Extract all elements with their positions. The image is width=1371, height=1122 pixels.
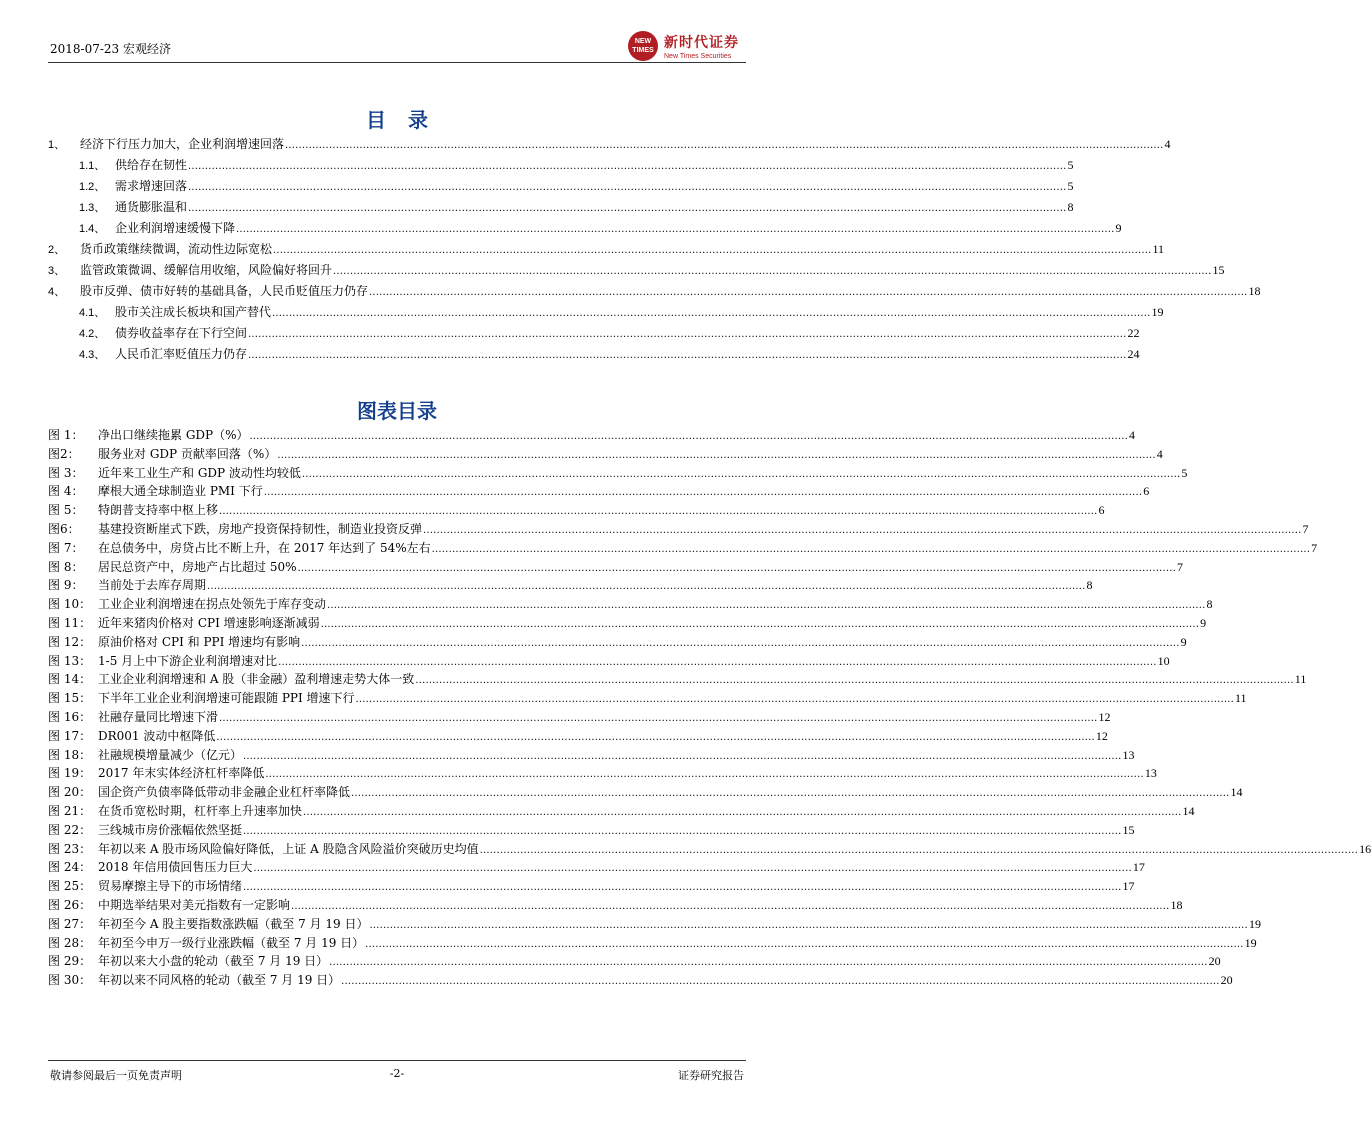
figure-entry-title: 社融存量同比增速下滑 xyxy=(98,709,219,724)
figure-entry[interactable] xyxy=(48,464,1188,483)
figure-entry[interactable] xyxy=(48,764,1157,783)
figure-entry-number: 图 29： xyxy=(48,954,92,969)
figure-entry-title: 净出口继续拖累 GDP（%） xyxy=(98,428,249,442)
figure-entry-number: 图 9： xyxy=(48,578,84,593)
figure-entry-number: 图 13： xyxy=(48,653,92,668)
toc-entry-number: 2、 xyxy=(48,244,66,256)
dot-leader: .................................................................................................................................................................................................................................................................... xyxy=(369,287,1248,298)
figure-entry-page: 10 xyxy=(1157,653,1170,668)
figure-entry-page: 5 xyxy=(1181,465,1188,480)
header-date-topic: 2018-07-23 宏观经济 xyxy=(50,42,172,56)
figure-entry-number: 图 17： xyxy=(48,728,92,743)
dot-leader: .................................................................................................................................................................................................................................................................... xyxy=(365,938,1244,950)
toc-entry[interactable] xyxy=(48,260,1225,281)
figure-entry-number: 图 10： xyxy=(48,597,92,612)
toc-entry-page: 18 xyxy=(1248,284,1261,298)
figure-entry[interactable] xyxy=(48,821,1135,840)
toc-entry-number: 4、 xyxy=(48,286,66,298)
figure-entry-page: 4 xyxy=(1156,446,1163,461)
figure-entry-title: 年初以来大小盘的轮动（截至 7 月 19 日） xyxy=(98,954,329,969)
figure-entry-title: 当前处于去库存周期 xyxy=(98,578,207,593)
toc-entry-title: 股市关注成长板块和国产替代 xyxy=(115,305,272,319)
figure-entry-page: 6 xyxy=(1098,503,1105,518)
figure-entry-number: 图 15： xyxy=(48,691,92,706)
toc-entry[interactable] xyxy=(48,155,1074,176)
toc-entry-page: 8 xyxy=(1067,200,1074,214)
toc-entry[interactable] xyxy=(48,134,1171,155)
figure-entry-number: 图 7： xyxy=(48,540,84,555)
dot-leader: .................................................................................................................................................................................................................................................................... xyxy=(248,350,1127,361)
figure-entry[interactable] xyxy=(48,727,1108,746)
figure-entry-title: 国企资产负债率降低带动非金融企业杠杆率降低 xyxy=(98,785,351,800)
figure-entry-number: 图 27： xyxy=(48,916,92,931)
figure-entry-number: 图 20： xyxy=(48,785,92,800)
toc-entry[interactable] xyxy=(48,344,1140,365)
dot-leader: .................................................................................................................................................................................................................................................................... xyxy=(253,863,1132,875)
figure-entry-page: 16 xyxy=(1359,841,1371,856)
figure-entry-page: 13 xyxy=(1144,766,1157,781)
figure-entry-number: 图 25： xyxy=(48,879,92,894)
dot-leader: .................................................................................................................................................................................................................................................................... xyxy=(188,182,1067,193)
toc-entry[interactable] xyxy=(48,176,1074,197)
figure-entry[interactable] xyxy=(48,558,1183,577)
figure-entry-number: 图 8： xyxy=(48,559,84,574)
figure-entry-title: 居民总资产中，房地产占比超过 50% xyxy=(98,559,297,574)
header-divider xyxy=(48,62,746,63)
figure-entry-number: 图 30： xyxy=(48,973,92,988)
toc-entry[interactable] xyxy=(48,323,1140,344)
dot-leader: .................................................................................................................................................................................................................................................................... xyxy=(278,656,1157,668)
figure-entry-page: 19 xyxy=(1244,935,1257,950)
toc-entry-number: 3、 xyxy=(48,265,66,277)
figure-entry-title: 近年来工业生产和 GDP 波动性均较低 xyxy=(98,465,301,480)
toc-entry[interactable] xyxy=(48,197,1074,218)
toc-entry-title: 股市反弹、债市好转的基础具备，人民币贬值压力仍存 xyxy=(80,284,369,298)
figure-entry-page: 4 xyxy=(1128,428,1135,442)
table-of-contents xyxy=(48,134,1261,365)
dot-leader: .................................................................................................................................................................................................................................................................... xyxy=(236,224,1115,235)
figure-entry[interactable] xyxy=(48,614,1207,633)
toc-entry-title: 需求增速回落 xyxy=(115,179,188,193)
figure-entry[interactable] xyxy=(48,971,1233,990)
dot-leader: .................................................................................................................................................................................................................................................................... xyxy=(248,329,1127,340)
dot-leader: .................................................................................................................................................................................................................................................................... xyxy=(351,788,1230,800)
figure-entry-title: 2017 年末实体经济杠杆率降低 xyxy=(98,766,265,781)
toc-entry[interactable] xyxy=(48,281,1261,302)
figure-entry-page: 12 xyxy=(1098,709,1111,724)
toc-entry-number: 1、 xyxy=(48,139,66,151)
figure-entry-page: 17 xyxy=(1132,860,1145,875)
dot-leader: .................................................................................................................................................................................................................................................................... xyxy=(341,976,1220,988)
dot-leader: .................................................................................................................................................................................................................................................................... xyxy=(431,543,1311,555)
dot-leader: .................................................................................................................................................................................................................................................................... xyxy=(355,694,1234,706)
dot-leader: .................................................................................................................................................................................................................................................................... xyxy=(291,900,1170,912)
dot-leader: .................................................................................................................................................................................................................................................................... xyxy=(369,919,1248,931)
dot-leader: .................................................................................................................................................................................................................................................................... xyxy=(219,506,1098,518)
figure-entry[interactable] xyxy=(48,858,1145,877)
figure-entry-page: 7 xyxy=(1311,540,1318,555)
dot-leader: .................................................................................................................................................................................................................................................................... xyxy=(188,161,1067,172)
figure-entry-number: 图 12： xyxy=(48,634,92,649)
toc-entry-number: 1.3、 xyxy=(79,202,106,214)
toc-entry-number: 4.2、 xyxy=(79,328,106,340)
dot-leader: .................................................................................................................................................................................................................................................................... xyxy=(263,487,1143,499)
figure-entry-number: 图 3： xyxy=(48,465,84,480)
toc-entry-page: 19 xyxy=(1151,305,1164,319)
figure-entry[interactable] xyxy=(48,595,1213,614)
dot-leader: .................................................................................................................................................................................................................................................................... xyxy=(329,957,1208,969)
dot-leader: .................................................................................................................................................................................................................................................................... xyxy=(272,308,1151,319)
figure-entry-title: 中期选举结果对美元指数有一定影响 xyxy=(98,897,291,912)
footer-report-type: 证券研究报告 xyxy=(678,1069,744,1082)
figure-entry-page: 14 xyxy=(1230,785,1243,800)
dot-leader: .................................................................................................................................................................................................................................................................... xyxy=(285,140,1164,151)
figure-entry[interactable] xyxy=(48,952,1221,971)
toc-entry-title: 企业利润增速缓慢下降 xyxy=(115,221,236,235)
toc-entry-number: 4.1、 xyxy=(79,307,106,319)
dot-leader: .................................................................................................................................................................................................................................................................... xyxy=(273,245,1152,256)
figure-entry-page: 6 xyxy=(1143,484,1150,499)
figure-entry[interactable] xyxy=(48,539,1318,558)
figure-entry[interactable] xyxy=(48,783,1243,802)
footer-disclaimer-note: 敬请参阅最后一页免责声明 xyxy=(50,1069,182,1082)
figure-entry[interactable] xyxy=(48,934,1257,953)
company-logo xyxy=(628,31,748,65)
dot-leader: .................................................................................................................................................................................................................................................................... xyxy=(265,769,1144,781)
toc-entry-number: 4.3、 xyxy=(79,349,106,361)
dot-leader: .................................................................................................................................................................................................................................................................... xyxy=(333,266,1212,277)
dot-leader: .................................................................................................................................................................................................................................................................... xyxy=(219,712,1098,724)
figure-entry-number: 图 4： xyxy=(48,484,84,499)
footer-divider xyxy=(48,1060,746,1061)
toc-entry-number: 1.2、 xyxy=(79,181,106,193)
figure-entry-number: 图 16： xyxy=(48,709,92,724)
toc-entry[interactable] xyxy=(48,239,1165,260)
figure-entry-page: 7 xyxy=(1302,521,1309,536)
toc-entry-title: 经济下行压力加大，企业利润增速回落 xyxy=(80,137,285,151)
figure-entry-page: 11 xyxy=(1294,672,1307,687)
figure-entry-title: 1-5 月上中下游企业利润增速对比 xyxy=(98,653,278,668)
figure-entry-page: 14 xyxy=(1182,803,1195,818)
dot-leader: .................................................................................................................................................................................................................................................................... xyxy=(301,468,1181,480)
toc-entry-title: 债券收益率存在下行空间 xyxy=(115,326,248,340)
toc-entry[interactable] xyxy=(48,218,1122,239)
figure-entry-title: 年初至今申万一级行业涨跌幅（截至 7 月 19 日） xyxy=(98,935,365,950)
dot-leader: .................................................................................................................................................................................................................................................................... xyxy=(243,750,1122,762)
dot-leader: .................................................................................................................................................................................................................................................................... xyxy=(301,637,1180,649)
dot-leader: .................................................................................................................................................................................................................................................................... xyxy=(216,731,1095,743)
toc-entry-title: 供给存在韧性 xyxy=(115,158,188,172)
toc-entry-page: 24 xyxy=(1127,347,1140,361)
figure-entry[interactable] xyxy=(48,802,1195,821)
figure-entry-page: 11 xyxy=(1235,691,1247,706)
figure-entry[interactable] xyxy=(48,689,1247,708)
dot-leader: .................................................................................................................................................................................................................................................................... xyxy=(277,449,1156,461)
figure-entry[interactable] xyxy=(48,445,1163,464)
figure-entry-title: 社融规模增量减少（亿元） xyxy=(98,747,243,762)
figure-entry-title: 在货币宽松时期，杠杆率上升速率加快 xyxy=(98,803,303,818)
toc-entry-page: 11 xyxy=(1152,242,1165,256)
figure-entry-title: 年初以来 A 股市场风险偏好降低，上证 A 股隐含风险溢价突破历史均值 xyxy=(98,841,479,856)
dot-leader: .................................................................................................................................................................................................................................................................... xyxy=(423,524,1302,536)
figure-entry-number: 图 28： xyxy=(48,935,92,950)
dot-leader: .................................................................................................................................................................................................................................................................... xyxy=(415,675,1294,687)
figure-entry-title: 在总债务中，房贷占比不断上升，在 2017 年达到了 54%左右 xyxy=(98,540,431,555)
figure-list-title: 图表目录 xyxy=(357,399,437,423)
figure-entry-page: 13 xyxy=(1122,747,1135,762)
figure-entry-title: 2018 年信用债回售压力巨大 xyxy=(98,860,253,875)
figure-entry[interactable] xyxy=(48,633,1187,652)
figure-entry-page: 9 xyxy=(1180,634,1187,649)
figure-entry-number: 图 14： xyxy=(48,672,92,687)
toc-entry-page: 5 xyxy=(1067,158,1074,172)
figure-entry-page: 20 xyxy=(1220,973,1233,988)
figure-entry-page: 18 xyxy=(1170,897,1183,912)
figure-entry[interactable] xyxy=(48,652,1170,671)
figure-entry-number: 图2： xyxy=(48,446,80,461)
figure-entry-number: 图 22： xyxy=(48,822,92,837)
figure-entry[interactable] xyxy=(48,877,1135,896)
figure-entry-number: 图 24： xyxy=(48,860,92,875)
dot-leader: .................................................................................................................................................................................................................................................................... xyxy=(297,562,1176,574)
dot-leader: .................................................................................................................................................................................................................................................................... xyxy=(303,806,1182,818)
toc-entry[interactable] xyxy=(48,302,1164,323)
figure-entry-number: 图 5： xyxy=(48,503,84,518)
figure-entry-number: 图 18： xyxy=(48,747,92,762)
figure-entry[interactable] xyxy=(48,670,1307,689)
dot-leader: .................................................................................................................................................................................................................................................................... xyxy=(243,825,1122,837)
toc-entry-page: 5 xyxy=(1067,179,1074,193)
dot-leader: .................................................................................................................................................................................................................................................................... xyxy=(327,600,1206,612)
figure-entry[interactable] xyxy=(48,520,1309,539)
figure-entry-title: 近年来猪肉价格对 CPI 增速影响逐渐减弱 xyxy=(98,615,320,630)
toc-title: 目录 xyxy=(366,108,450,132)
figure-entry-page: 8 xyxy=(1086,578,1093,593)
figure-entry-title: DR001 波动中枢降低 xyxy=(98,728,216,743)
toc-entry-page: 9 xyxy=(1115,221,1122,235)
toc-entry-number: 1.1、 xyxy=(79,160,106,172)
dot-leader: .................................................................................................................................................................................................................................................................... xyxy=(207,581,1086,593)
dot-leader: .................................................................................................................................................................................................................................................................... xyxy=(320,618,1200,630)
figure-entry[interactable] xyxy=(48,576,1093,595)
figure-entry-number: 图 26： xyxy=(48,897,92,912)
figure-entry[interactable] xyxy=(48,708,1111,727)
figure-entry-title: 下半年工业企业利润增速可能跟随 PPI 增速下行 xyxy=(98,691,355,706)
new-times-badge-icon: NEW TIMES xyxy=(628,31,658,61)
dot-leader: .................................................................................................................................................................................................................................................................... xyxy=(479,844,1359,856)
figure-entry-page: 20 xyxy=(1208,954,1221,969)
figure-entry-number: 图6： xyxy=(48,521,80,536)
figure-entry[interactable] xyxy=(48,426,1135,445)
figure-list xyxy=(48,426,1371,990)
toc-entry-title: 通货膨胀温和 xyxy=(115,200,188,214)
dot-leader: .................................................................................................................................................................................................................................................................... xyxy=(249,431,1128,442)
toc-entry-page: 15 xyxy=(1212,263,1225,277)
figure-entry[interactable] xyxy=(48,746,1135,765)
dot-leader: .................................................................................................................................................................................................................................................................... xyxy=(188,203,1067,214)
figure-entry-number: 图 23： xyxy=(48,841,92,856)
figure-entry-title: 年初以来不同风格的轮动（截至 7 月 19 日） xyxy=(98,973,341,988)
figure-entry[interactable] xyxy=(48,482,1150,501)
figure-entry-page: 7 xyxy=(1176,559,1183,574)
figure-entry-page: 8 xyxy=(1206,597,1213,612)
figure-entry-title: 原油价格对 CPI 和 PPI 增速均有影响 xyxy=(98,634,301,649)
figure-entry-title: 服务业对 GDP 贡献率回落（%） xyxy=(98,446,277,461)
figure-entry-page: 15 xyxy=(1122,822,1135,837)
figure-entry-title: 基建投资断崖式下跌，房地产投资保持韧性，制造业投资反弹 xyxy=(98,521,423,536)
toc-entry-title: 监管政策微调、缓解信用收缩，风险偏好将回升 xyxy=(80,263,333,277)
figure-entry-title: 特朗普支持率中枢上移 xyxy=(98,503,219,518)
logo-company-name: 新时代证券 xyxy=(664,35,739,51)
dot-leader: .................................................................................................................................................................................................................................................................... xyxy=(243,882,1122,894)
toc-entry-number: 1.4、 xyxy=(79,223,106,235)
toc-entry-page: 4 xyxy=(1164,137,1171,151)
toc-entry-title: 货币政策继续微调，流动性边际宽松 xyxy=(80,242,273,256)
figure-entry-page: 12 xyxy=(1095,728,1108,743)
toc-entry-title: 人民币汇率贬值压力仍存 xyxy=(115,347,248,361)
figure-entry-page: 9 xyxy=(1200,615,1207,630)
figure-entry-number: 图 11： xyxy=(48,615,92,630)
figure-entry[interactable] xyxy=(48,915,1261,934)
figure-entry-title: 摩根大通全球制造业 PMI 下行 xyxy=(98,484,263,499)
figure-entry-title: 工业企业利润增速在拐点处领先于库存变动 xyxy=(98,597,327,612)
figure-entry-number: 图 21： xyxy=(48,803,92,818)
figure-entry-title: 工业企业利润增速和 A 股（非金融）盈利增速走势大体一致 xyxy=(98,672,415,687)
logo-company-english: New Times Securities xyxy=(664,53,732,60)
page-number: -2- xyxy=(389,1067,405,1080)
figure-entry[interactable] xyxy=(48,840,1371,859)
figure-entry-title: 三线城市房价涨幅依然坚挺 xyxy=(98,822,243,837)
figure-entry[interactable] xyxy=(48,896,1183,915)
figure-entry-title: 年初至今 A 股主要指数涨跌幅（截至 7 月 19 日） xyxy=(98,916,369,931)
figure-entry-number: 图 19： xyxy=(48,766,92,781)
toc-entry-page: 22 xyxy=(1127,326,1140,340)
figure-entry-title: 贸易摩擦主导下的市场情绪 xyxy=(98,879,243,894)
figure-entry[interactable] xyxy=(48,501,1105,520)
figure-entry-page: 17 xyxy=(1122,879,1135,894)
figure-entry-number: 图 1： xyxy=(48,428,84,442)
figure-entry-page: 19 xyxy=(1248,916,1261,931)
